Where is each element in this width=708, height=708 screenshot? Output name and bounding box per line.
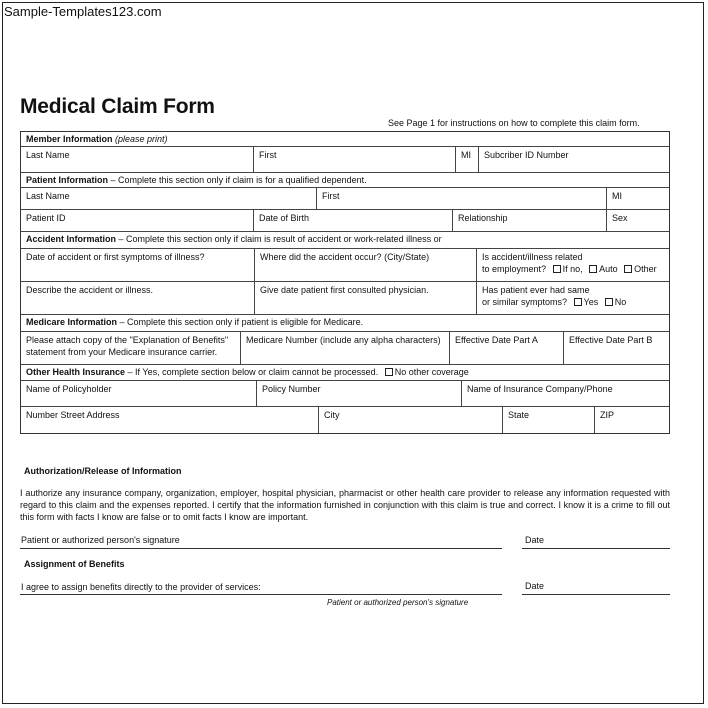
patient-id-field[interactable]: Patient ID [21,210,254,231]
yes-label: Yes [583,297,599,307]
assignment-date-label: Date [525,581,545,591]
accident-row-1 [21,249,669,282]
similar-symptoms-field [477,282,669,314]
address-row [21,407,669,433]
similar-question-line [482,296,664,308]
assignment-signature-caption: Patient or authorized person's signature [327,598,469,607]
eob-instruction [21,332,241,364]
other-label: Other [634,264,657,274]
assignment-statement: I agree to assign benefits directly to the provider of services: [21,582,261,592]
policy-number-field[interactable]: Policy Number [257,381,462,406]
authorization-heading: Authorization/Release of Information [24,466,182,476]
zip-field[interactable]: ZIP [600,410,615,420]
employment-question-1: Is accident/illness related [482,252,583,262]
accident-heading: Accident Information [26,234,117,244]
accident-date-field[interactable]: Date of accident or first symptoms of illness? [21,249,255,281]
claim-form-table [20,131,670,434]
no-label: No [614,297,627,307]
policy-row [21,381,669,407]
patient-mi-field[interactable]: MI [612,191,622,201]
policyholder-field[interactable]: Name of Policyholder [21,381,257,406]
insurance-company-field[interactable]: Name of Insurance Company/Phone [467,384,613,394]
medicare-row [21,332,669,365]
yes-checkbox[interactable] [574,298,582,306]
no-other-coverage-label: No other coverage [394,367,469,377]
sex-field[interactable]: Sex [612,213,628,223]
if-no-label: If no, [562,264,583,274]
member-first-name-field[interactable]: First [254,147,456,172]
authorization-date-label: Date [525,535,545,545]
accident-note: – Complete this section only if claim is result of accident or work-related illness or [118,234,442,244]
patient-detail-row [21,210,669,232]
patient-name-row [21,188,669,210]
patient-signature-line[interactable] [20,548,502,549]
page-title: Medical Claim Form [20,95,215,118]
medicare-heading: Medicare Information [26,317,118,327]
auto-checkbox[interactable] [589,265,597,273]
state-field[interactable]: State [503,407,595,433]
watermark: Sample-Templates123.com [4,4,162,19]
member-section-header [21,132,669,147]
patient-note: – Complete this section only if claim is for a qualified dependent. [110,175,367,185]
member-note: (please print) [115,134,168,144]
authorization-text: I authorize any insurance company, organization, employer, hospital physician, pharmacist or other health care provider to release any information requested with regard to this claim and the expenses reported. I certify that the information furnished in conjunction with this claim is true and correct. I know it is a crime to fill out this form with facts I know are false or to omit facts I know are important. [20,488,670,522]
assignment-date-line[interactable] [522,594,670,595]
medicare-section-header [21,315,669,332]
street-address-field[interactable]: Number Street Address [21,407,319,433]
eob-line-1: Please attach copy of the "Explanation of Benefits" [26,335,229,345]
auto-label: Auto [599,264,618,274]
member-mi-field[interactable]: MI [456,147,479,172]
accident-location-field[interactable]: Where did the accident occur? (City/State) [255,249,477,281]
patient-signature-label: Patient or authorized person's signature [21,535,180,545]
describe-accident-field[interactable]: Describe the accident or illness. [21,282,255,314]
assignment-signature-line[interactable] [20,594,502,595]
employment-related-field [477,249,669,281]
patient-last-name-field[interactable]: Last Name [21,188,317,209]
other-checkbox[interactable] [624,265,632,273]
relationship-field[interactable]: Relationship [453,210,607,231]
member-heading: Member Information [26,134,113,144]
assignment-heading: Assignment of Benefits [24,559,125,569]
part-b-date-field[interactable]: Effective Date Part B [569,335,653,345]
insurance-section-header [21,365,669,381]
city-field[interactable]: City [319,407,503,433]
instructions-note: See Page 1 for instructions on how to complete this claim form. [388,118,640,128]
employment-question-line [482,263,664,275]
subscriber-id-field[interactable]: Subcriber ID Number [484,150,569,160]
eob-line-2: statement from your Medicare insurance carrier. [26,347,218,357]
member-row [21,147,669,173]
employment-question-2: to employment? [482,264,547,274]
patient-heading: Patient Information [26,175,109,185]
accident-row-2 [21,282,669,315]
authorization-date-line[interactable] [522,548,670,549]
if-no-checkbox[interactable] [553,265,561,273]
first-consulted-field[interactable]: Give date patient first consulted physician. [255,282,477,314]
accident-section-header [21,232,669,249]
patient-section-header [21,173,669,188]
no-other-coverage-checkbox[interactable] [385,368,393,376]
date-of-birth-field[interactable]: Date of Birth [254,210,453,231]
no-checkbox[interactable] [605,298,613,306]
medicare-note: – Complete this section only if patient is eligible for Medicare. [119,317,364,327]
member-last-name-field[interactable]: Last Name [21,147,254,172]
part-a-date-field[interactable]: Effective Date Part A [450,332,564,364]
patient-first-name-field[interactable]: First [317,188,607,209]
similar-question-2: or similar symptoms? [482,297,568,307]
insurance-note: – If Yes, complete section below or claim cannot be processed. [127,367,379,377]
medicare-number-field[interactable]: Medicare Number (include any alpha characters) [241,332,450,364]
insurance-heading: Other Health Insurance [26,367,126,377]
similar-question-1: Has patient ever had same [482,285,590,295]
